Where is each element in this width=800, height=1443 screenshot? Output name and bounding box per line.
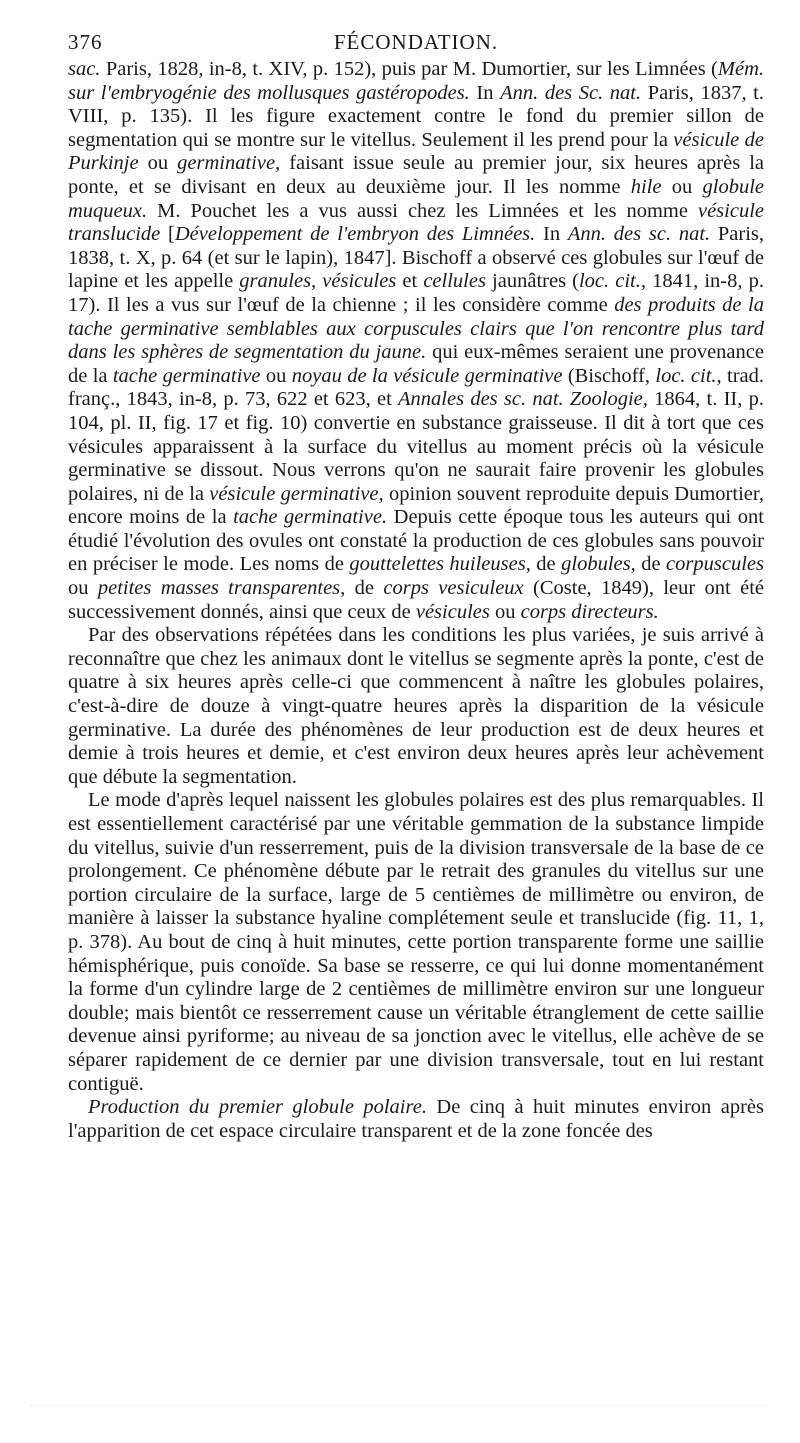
text-run: (Bischoff, <box>562 364 656 387</box>
text-run: ou <box>489 600 521 623</box>
text-run: ou <box>68 577 98 600</box>
italic-run: des produits de la tache germinative semblables aux corpuscules clairs que l'on rencontre plus tard dans les sphères de segmentation du jaune. <box>68 293 764 364</box>
italic-run: Annales des sc. nat. Zoologie, <box>398 388 648 411</box>
text-run: In <box>469 81 501 104</box>
text-run: ou <box>138 152 178 175</box>
italic-run: hile <box>630 175 662 198</box>
italic-run: germinative, <box>177 152 281 175</box>
paragraph-4 <box>68 1096 764 1143</box>
text-run: [ <box>160 223 175 246</box>
text-run: faisant issue seule au premier jour, six heures après la ponte, et se divisant en deux au deuxième jour. Il les nomme <box>68 152 765 198</box>
italic-run: gouttelettes huileuses, <box>349 553 531 576</box>
italic-run: corps vesiculeux <box>383 577 524 600</box>
text-run: de <box>345 577 384 600</box>
text-run: Depuis cette époque tous les auteurs qui ont étudié l'évolution des ovules ont constaté la production de ces globules sans pouvoir en préciser le mode. Les noms de <box>68 506 765 576</box>
page-header <box>68 28 764 58</box>
italic-run: cellules <box>423 270 486 293</box>
text-run: De cinq à huit minutes environ après l'apparition de cet espace circulaire transparent et de la zone foncée des <box>68 1096 764 1142</box>
italic-run: noyau de la vésicule germinative <box>291 364 563 387</box>
text-run: Par des observations répétées dans les conditions les plus variées, je suis arrivé à reconnaître que chez les animaux dont le vitellus se segmente après la ponte, c'est de quatre à six heures après celle-ci que commencent à naître les globules polaires, c'est-à-dire de douze à vingt-quatre heures après la disparition de la vésicule germinative. La durée des phénomènes de leur production est de deux heures et demie à trois heures et demie, et c'est environ deux heures après leur achèvement que débute la segmentation. <box>68 624 764 788</box>
text-run: de <box>635 553 667 576</box>
italic-run: tache germinative <box>112 364 261 387</box>
book-page <box>68 28 764 1143</box>
text-run: 1864, t. II, p. 104, pl. II, fig. 17 et fig. 10) convertie en substance graisseuse. Il dit à tort que ces vésicules apparaissent à la surface du vitellus au moment précis où la vésicule germinative se dissout. Nous verrons qu'on ne saurait faire provenir les globules polaires, ni de la <box>68 388 764 505</box>
italic-run: globule muqueux. <box>68 175 764 222</box>
text-run: Paris, 1828, in-8, t. XIV, p. 152), puis par M. Dumortier, sur les Limnées ( <box>100 58 718 80</box>
italic-run: Production du premier globule polaire. <box>88 1096 427 1119</box>
text-run: qui eux-mêmes seraient une provenance de la <box>68 341 764 387</box>
italic-run: vésicule germinative, <box>209 482 384 505</box>
text-run: de <box>530 553 562 576</box>
italic-run: loc. cit., <box>655 364 722 387</box>
italic-run: vésicule translucide <box>68 199 764 246</box>
page-number: 376 <box>68 30 103 54</box>
italic-run: Ann. des sc. nat. <box>567 223 711 246</box>
italic-run: corps directeurs. <box>520 600 659 623</box>
text-run: Le mode d'après lequel naissent les globules polaires est des plus remarquables. Il est essentiellement caractérisé par une véritable gemmation de la substance limpide du vitellus, suivie d'un resserrement, puis de la division transversale de la base de ce prolongement. Ce phénomène débute par le retrait des granules du vitellus sur une portion circulaire de la surface, large de 5 centièmes de millimètre ou environ, de manière à laisser la substance hyaline complétement seule et translucide (fig. 11, 1, p. 378). Au bout de cinq à huit minutes, cette portion transparente forme une saillie hémisphérique, puis conoïde. Sa base se resserre, ce qui lui donne momentanément la forme d'un cylindre large de 2 centièmes de millimètre environ sur une longueur double; mais bientôt ce resserrement cause un véritable étranglement de cette saillie devenue ainsi pyriforme; au niveau de sa jonction avec le vitellus, elle achève de se séparer rapidement de ce dernier par une division transversale, tout en lui restant contiguë. <box>68 789 764 1095</box>
italic-run: Développement de l'embryon des Limnées. <box>174 223 536 246</box>
italic-run: loc. cit., <box>578 270 647 293</box>
text-run: et <box>396 270 424 293</box>
text-run: jaunâtres ( <box>485 270 579 293</box>
running-title: FÉCONDATION. <box>333 30 499 54</box>
italic-run: corpuscules <box>666 553 764 576</box>
text-run: 1841, in-8, p. 17). Il les a vus sur l'œuf de la chienne ; il les considère comme <box>68 270 764 316</box>
text-run: M. Pouchet les a vus aussi chez les Limnées et les nomme <box>147 199 698 222</box>
text-run: ou <box>661 175 703 198</box>
text-run: Paris, 1837, t. VIII, p. 135). Il les figure exactement contre le fond du premier sillon de segmentation qui se montre sur le vitellus. Seulement il les prend pour la <box>68 81 764 151</box>
body-text <box>68 58 764 1143</box>
paragraph-2 <box>68 624 764 789</box>
italic-run: Mém. sur l'embryogénie des mollusques gastéropodes. <box>68 58 764 104</box>
text-run: In <box>535 223 568 246</box>
text-run: trad. franç., 1843, in-8, p. 73, 622 et 623, et <box>68 364 765 411</box>
text-run: ou <box>260 364 292 387</box>
paragraph-3 <box>68 789 764 1096</box>
italic-run: granules, vésicules <box>239 270 397 293</box>
scan-artifact <box>30 1405 770 1412</box>
text-run: Paris, 1838, t. X, p. 64 (et sur le lapin), 1847]. Bischoff a observé ces globules sur l'œuf de lapine et les appelle <box>68 223 765 293</box>
paragraph-1 <box>68 58 764 624</box>
italic-run: Ann. des Sc. nat. <box>500 81 642 104</box>
italic-run: sac. <box>68 58 101 80</box>
text-run: opinion souvent reproduite depuis Dumortier, encore moins de la <box>68 482 765 529</box>
italic-run: vésicule de Purkinje <box>68 128 764 175</box>
text-run: (Coste, 1849), leur ont été successivement donnés, ainsi que ceux de <box>68 577 765 623</box>
italic-run: vésicules <box>415 600 490 623</box>
italic-run: petites masses transparentes, <box>97 577 346 600</box>
italic-run: tache germinative. <box>233 506 388 529</box>
italic-run: globules, <box>561 553 636 576</box>
